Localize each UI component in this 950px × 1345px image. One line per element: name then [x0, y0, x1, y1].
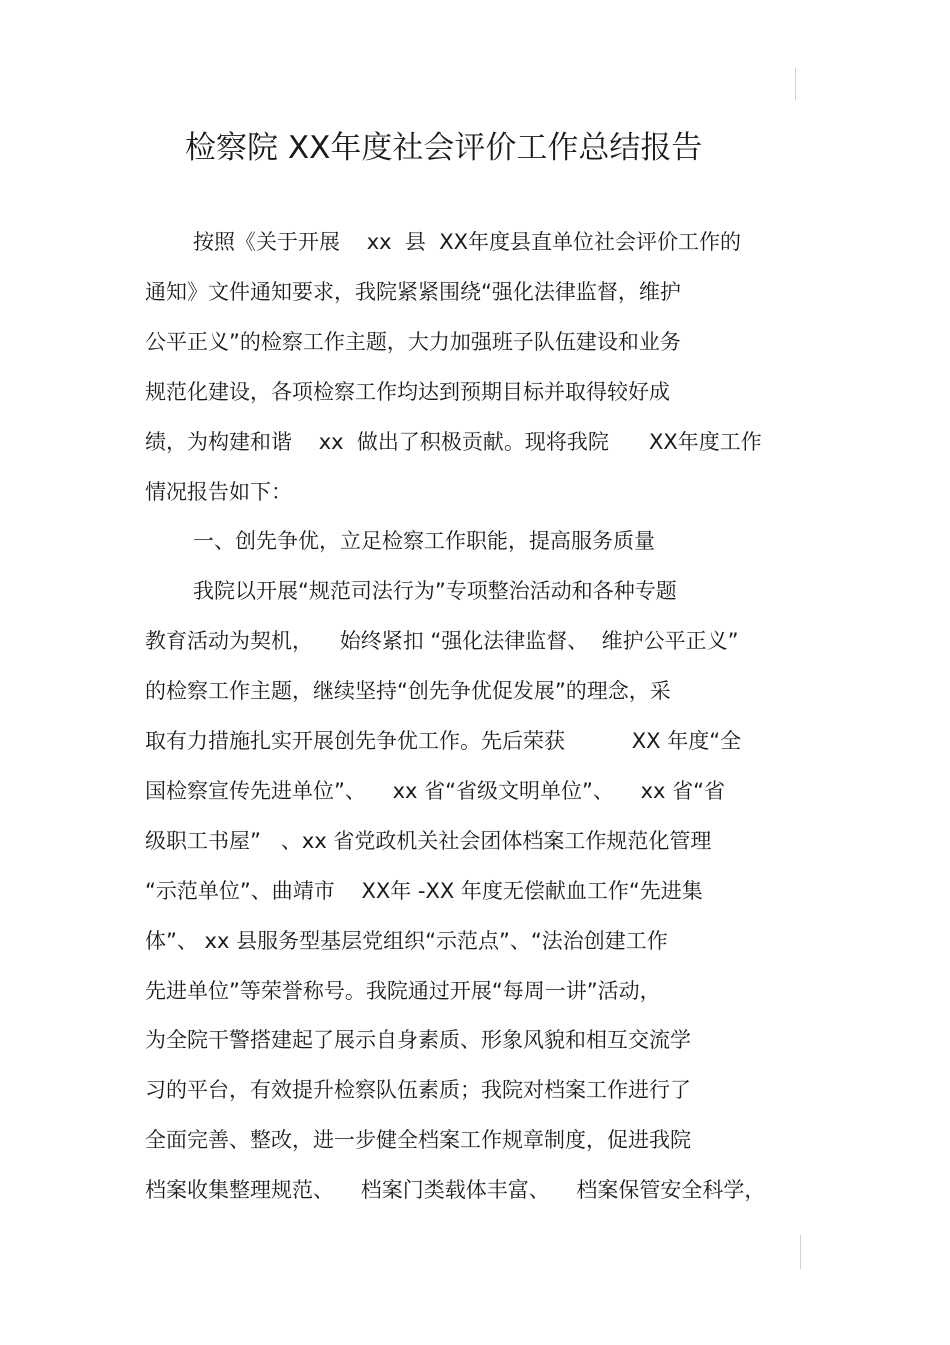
document-title: 检察院 XX年度社会评价工作总结报告 [185, 130, 703, 166]
body-line: 公平正义”的检察工作主题，大力加强班子队伍建设和业务 [145, 330, 681, 354]
body-line: 情况报告如下： [145, 480, 292, 504]
body-line: 全面完善、整改，进一步健全档案工作规章制度，促进我院 [145, 1128, 691, 1152]
body-line: 我院以开展“规范司法行为”专项整治活动和各种专题 [193, 579, 677, 603]
body-line: 绩，为构建和谐 xx 做出了积极贡献。现将我院 XX年度工作 [145, 430, 762, 454]
body-line: 先进单位”等荣誉称号。我院通过开展“每周一讲”活动， [145, 979, 661, 1003]
section-heading: 一、创先争优，立足检察工作职能，提高服务质量 [193, 529, 655, 553]
page-corner-mark-top [795, 68, 796, 100]
body-line: 体”、 xx 县服务型基层党组织“示范点”、“法治创建工作 [145, 929, 668, 953]
body-line: 档案收集整理规范、 档案门类载体丰富、 档案保管安全科学， [145, 1178, 766, 1202]
body-line: 通知》文件通知要求，我院紧紧围绕“强化法律监督，维护 [145, 280, 681, 304]
body-line: 为全院干警搭建起了展示自身素质、形象风貌和相互交流学 [145, 1028, 691, 1052]
body-line: 取有力措施扎实开展创先争优工作。先后荣获 XX 年度“全 [145, 729, 742, 753]
body-line: 习的平台，有效提升检察队伍素质；我院对档案工作进行了 [145, 1078, 691, 1102]
body-line: 的检察工作主题，继续坚持“创先争优促发展”的理念，采 [145, 679, 671, 703]
body-line: “示范单位”、曲靖市 XX年 -XX 年度无偿献血工作“先进集 [145, 879, 703, 903]
page-corner-mark-bottom [800, 1235, 801, 1269]
body-line: 按照《关于开展 xx 县 XX年度县直单位社会评价工作的 [193, 230, 742, 254]
body-line: 国检察宣传先进单位”、 xx 省“省级文明单位”、 xx 省“省 [145, 779, 725, 803]
body-line: 级职工书屋” 、xx 省党政机关社会团体档案工作规范化管理 [145, 829, 712, 853]
body-line: 教育活动为契机， 始终紧扣 “强化法律监督、 维护公平正义” [145, 629, 739, 653]
body-line: 规范化建设，各项检察工作均达到预期目标并取得较好成 [145, 380, 670, 404]
